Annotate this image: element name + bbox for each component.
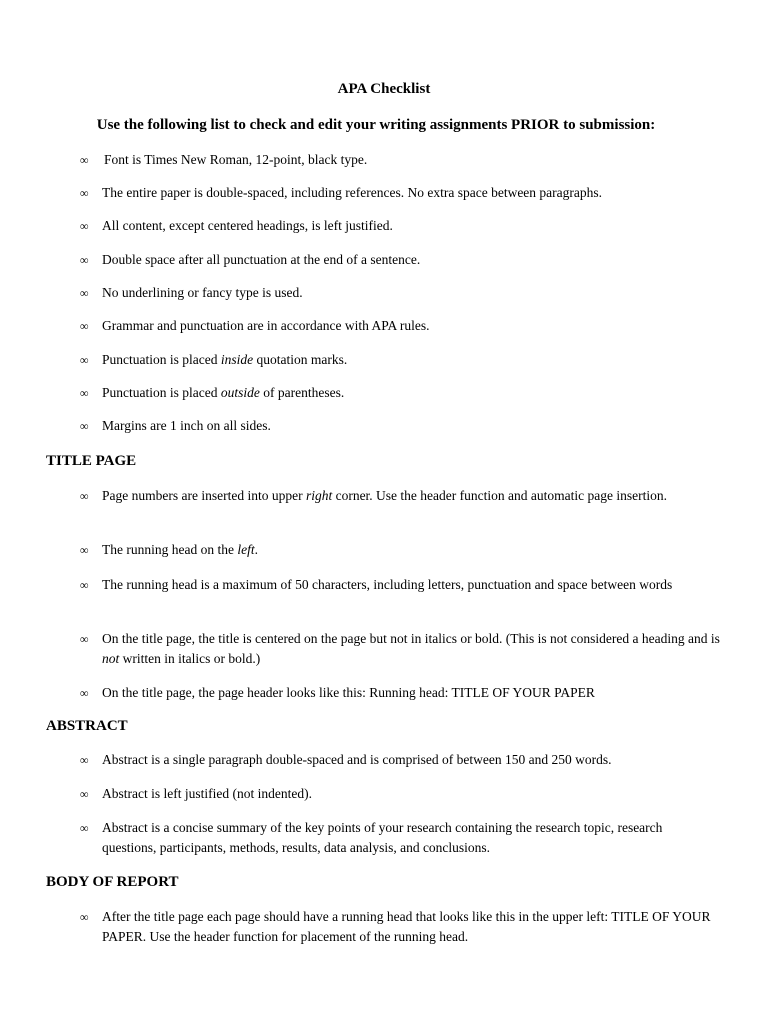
infinity-bullet-icon: ∞	[80, 578, 89, 592]
item-text	[102, 629, 720, 669]
infinity-bullet-icon: ∞	[80, 153, 89, 167]
item-text: On the title page, the page header looks like this: Running head: TITLE OF YOUR PAPER	[102, 685, 595, 700]
item-text	[102, 540, 720, 560]
checklist-item	[80, 316, 720, 336]
item-text	[102, 383, 720, 403]
infinity-bullet-icon: ∞	[80, 821, 89, 835]
checklist-item	[80, 784, 720, 804]
item-emphasis: outside	[220, 385, 260, 400]
checklist-item	[80, 575, 720, 595]
checklist-item	[80, 486, 720, 506]
section-heading-title-page: TITLE PAGE	[46, 453, 137, 469]
checklist-item	[80, 750, 720, 770]
document-title: APA Checklist	[337, 81, 431, 97]
checklist-item	[80, 416, 720, 436]
infinity-bullet-icon: ∞	[80, 632, 89, 646]
checklist-item	[80, 629, 720, 669]
item-text: The entire paper is double-spaced, including references. No extra space between paragraphs.	[102, 185, 603, 200]
item-emphasis: inside	[220, 352, 254, 367]
item-text-part: written in italics or bold.)	[119, 651, 261, 666]
item-text: No underlining or fancy type is used.	[102, 285, 303, 300]
item-text: Font is Times New Roman, 12-point, black type.	[104, 152, 368, 167]
item-emphasis: not	[102, 651, 120, 666]
infinity-bullet-icon: ∞	[80, 353, 89, 367]
item-text: Double space after all punctuation at the end of a sentence.	[102, 252, 421, 267]
item-emphasis: right	[305, 488, 333, 503]
item-text-part: .	[254, 542, 258, 557]
item-text: Grammar and punctuation are in accordance with APA rules.	[102, 318, 430, 333]
checklist-item	[80, 540, 720, 560]
item-text	[102, 350, 720, 370]
item-text: The running head is a maximum of 50 characters, including letters, punctuation and space between words	[102, 577, 673, 592]
infinity-bullet-icon: ∞	[80, 686, 89, 700]
checklist-item	[80, 683, 720, 703]
checklist-item	[80, 250, 720, 270]
item-text-part: The running head on the	[102, 542, 238, 557]
item-text: After the title page each page should have a running head that looks like this in the upper left: TITLE OF YOUR PAPER. Use the header function for placement of the running head.	[102, 909, 711, 944]
intro-instruction: Use the following list to check and edit your writing assignments PRIOR to submission:	[96, 117, 656, 133]
infinity-bullet-icon: ∞	[80, 910, 89, 924]
item-text: Margins are 1 inch on all sides.	[102, 418, 271, 433]
item-text-part: Punctuation is placed	[102, 385, 221, 400]
infinity-bullet-icon: ∞	[80, 787, 89, 801]
infinity-bullet-icon: ∞	[80, 286, 89, 300]
item-text-part: quotation marks.	[253, 352, 348, 367]
checklist-item	[80, 383, 720, 403]
section-heading-body-of-report: BODY OF REPORT	[46, 874, 179, 890]
infinity-bullet-icon: ∞	[80, 489, 89, 503]
checklist-item	[80, 818, 720, 858]
item-text: Abstract is a single paragraph double-spaced and is comprised of between 150 and 250 words.	[102, 752, 612, 767]
item-text-part: Page numbers are inserted into upper	[102, 488, 306, 503]
infinity-bullet-icon: ∞	[80, 219, 89, 233]
item-emphasis: left	[237, 542, 255, 557]
infinity-bullet-icon: ∞	[80, 186, 89, 200]
section-heading-abstract: ABSTRACT	[46, 718, 128, 734]
infinity-bullet-icon: ∞	[80, 543, 89, 557]
checklist-item	[80, 150, 720, 170]
item-text-part: On the title page, the title is centered on the page but not in italics or bold. (This is not considered a heading and is	[102, 631, 720, 646]
infinity-bullet-icon: ∞	[80, 419, 89, 433]
checklist-item	[80, 216, 720, 236]
infinity-bullet-icon: ∞	[80, 753, 89, 767]
checklist-item	[80, 183, 720, 203]
item-text: Abstract is a concise summary of the key points of your research containing the research topic, research questions, participants, methods, results, data analysis, and conclusions.	[102, 820, 663, 855]
checklist-item	[80, 283, 720, 303]
item-text: All content, except centered headings, is left justified.	[102, 218, 393, 233]
item-text	[102, 486, 720, 506]
infinity-bullet-icon: ∞	[80, 386, 89, 400]
item-text-part: of parentheses.	[259, 385, 345, 400]
item-text-part: Punctuation is placed	[102, 352, 221, 367]
checklist-item	[80, 350, 720, 370]
infinity-bullet-icon: ∞	[80, 319, 89, 333]
infinity-bullet-icon: ∞	[80, 253, 89, 267]
item-text-part: corner. Use the header function and automatic page insertion.	[332, 488, 667, 503]
checklist-item	[80, 907, 720, 947]
item-text: Abstract is left justified (not indented).	[102, 786, 312, 801]
